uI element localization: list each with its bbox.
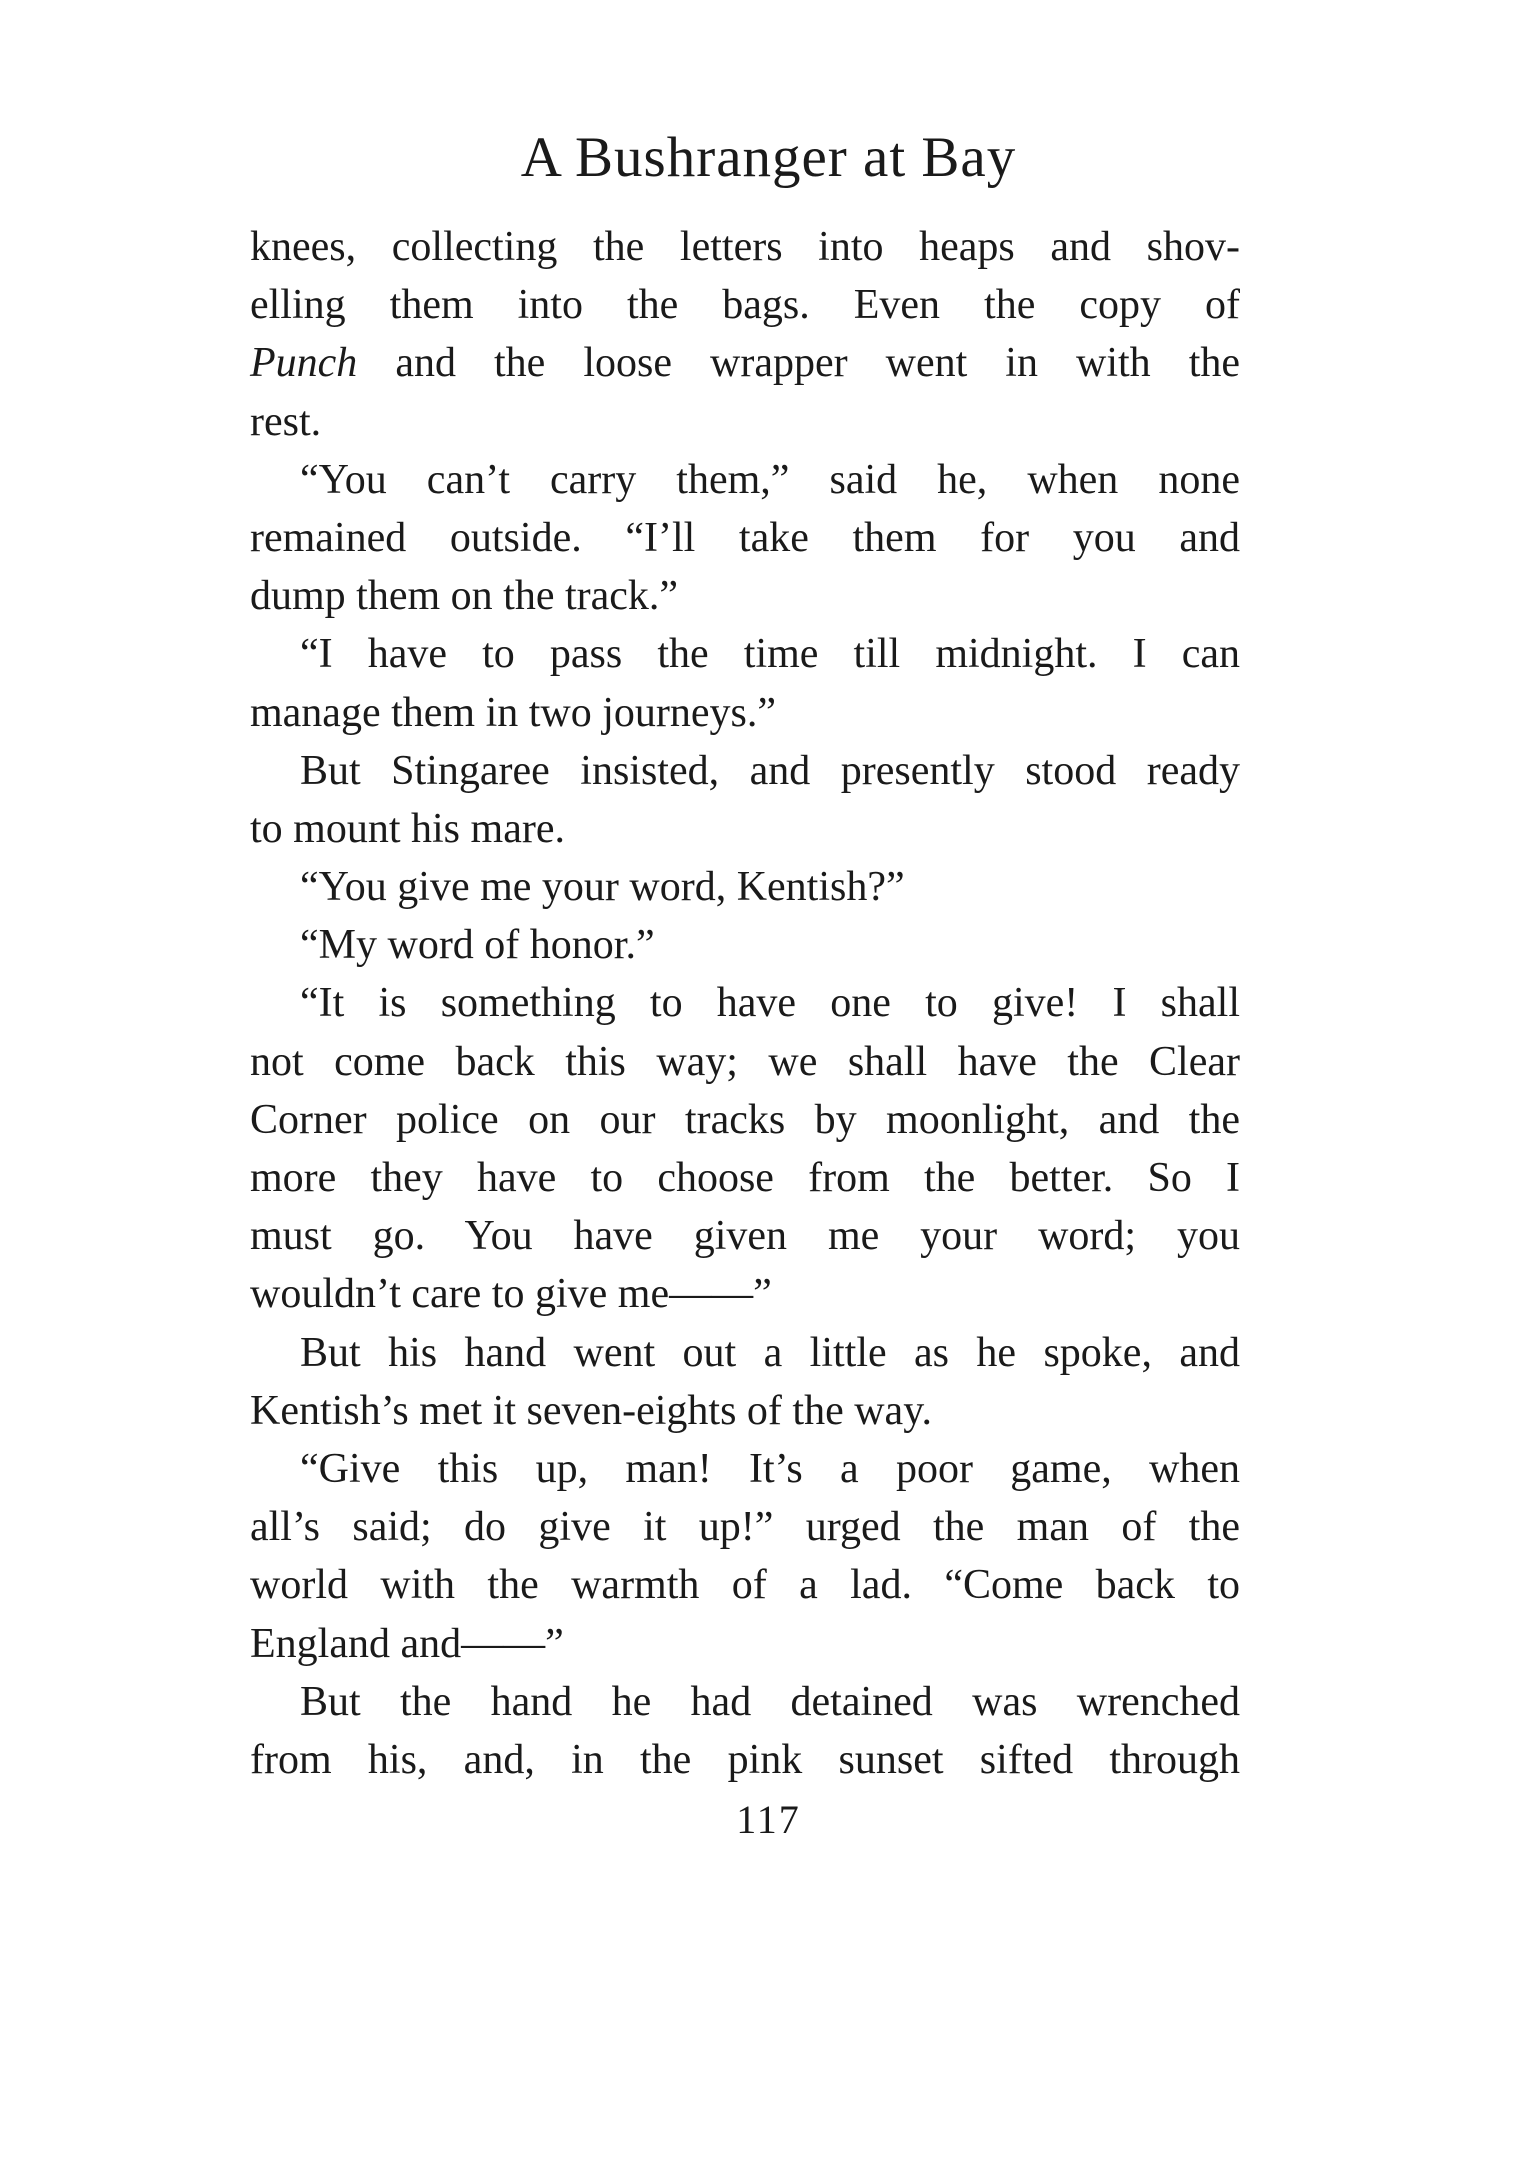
- text-line-rest: and the loose wrapper went in with the: [357, 340, 1240, 387]
- text-line: not come back this way; we shall have the Clear: [250, 1038, 1240, 1085]
- page-number: 117: [736, 1797, 801, 1842]
- running-title: A Bushranger at Bay: [520, 126, 1017, 189]
- text-line: more they have to choose from the better. So I: [250, 1155, 1240, 1201]
- text-line: elling them into the bags. Even the copy of: [250, 282, 1240, 329]
- text-line: But Stingaree insisted, and presently stood ready: [300, 747, 1240, 794]
- text-line: from his, and, in the pink sunset sifted through: [250, 1736, 1240, 1783]
- text-line: all’s said; do give it up!” urged the man of the: [250, 1504, 1240, 1551]
- text-line: But his hand went out a little as he spoke, and: [300, 1329, 1240, 1376]
- text-line: rest.: [250, 398, 322, 445]
- text-line: [250, 334, 1240, 392]
- text-line: “It is something to have one to give! I shall: [300, 980, 1240, 1027]
- text-line: to mount his mare.: [250, 805, 565, 852]
- text-line: “You can’t carry them,” said he, when none: [300, 456, 1240, 503]
- text-line: “My word of honor.”: [300, 922, 655, 969]
- text-line: England and——”: [250, 1620, 564, 1667]
- text-line: remained outside. “I’ll take them for you and: [250, 514, 1240, 561]
- text-line: “Give this up, man! It’s a poor game, when: [300, 1445, 1240, 1492]
- text-line: Corner police on our tracks by moonlight, and the: [250, 1096, 1240, 1143]
- text-line: must go. You have given me your word; you: [250, 1213, 1240, 1260]
- text-line: manage them in two journeys.”: [250, 689, 777, 736]
- italic-title: Punch: [250, 340, 358, 387]
- text-line: “I have to pass the time till midnight. I can: [300, 631, 1240, 678]
- text-line: dump them on the track.”: [250, 573, 679, 620]
- text-line: knees, collecting the letters into heaps and shov-: [250, 224, 1240, 270]
- text-line: “You give me your word, Kentish?”: [300, 864, 905, 911]
- text-line: world with the warmth of a lad. “Come back to: [250, 1562, 1240, 1609]
- text-line: But the hand he had detained was wrenched: [300, 1678, 1240, 1725]
- text-line: Kentish’s met it seven-eights of the way.: [250, 1387, 932, 1434]
- text-line: wouldn’t care to give me——”: [250, 1271, 772, 1318]
- body-text: [250, 218, 1240, 1789]
